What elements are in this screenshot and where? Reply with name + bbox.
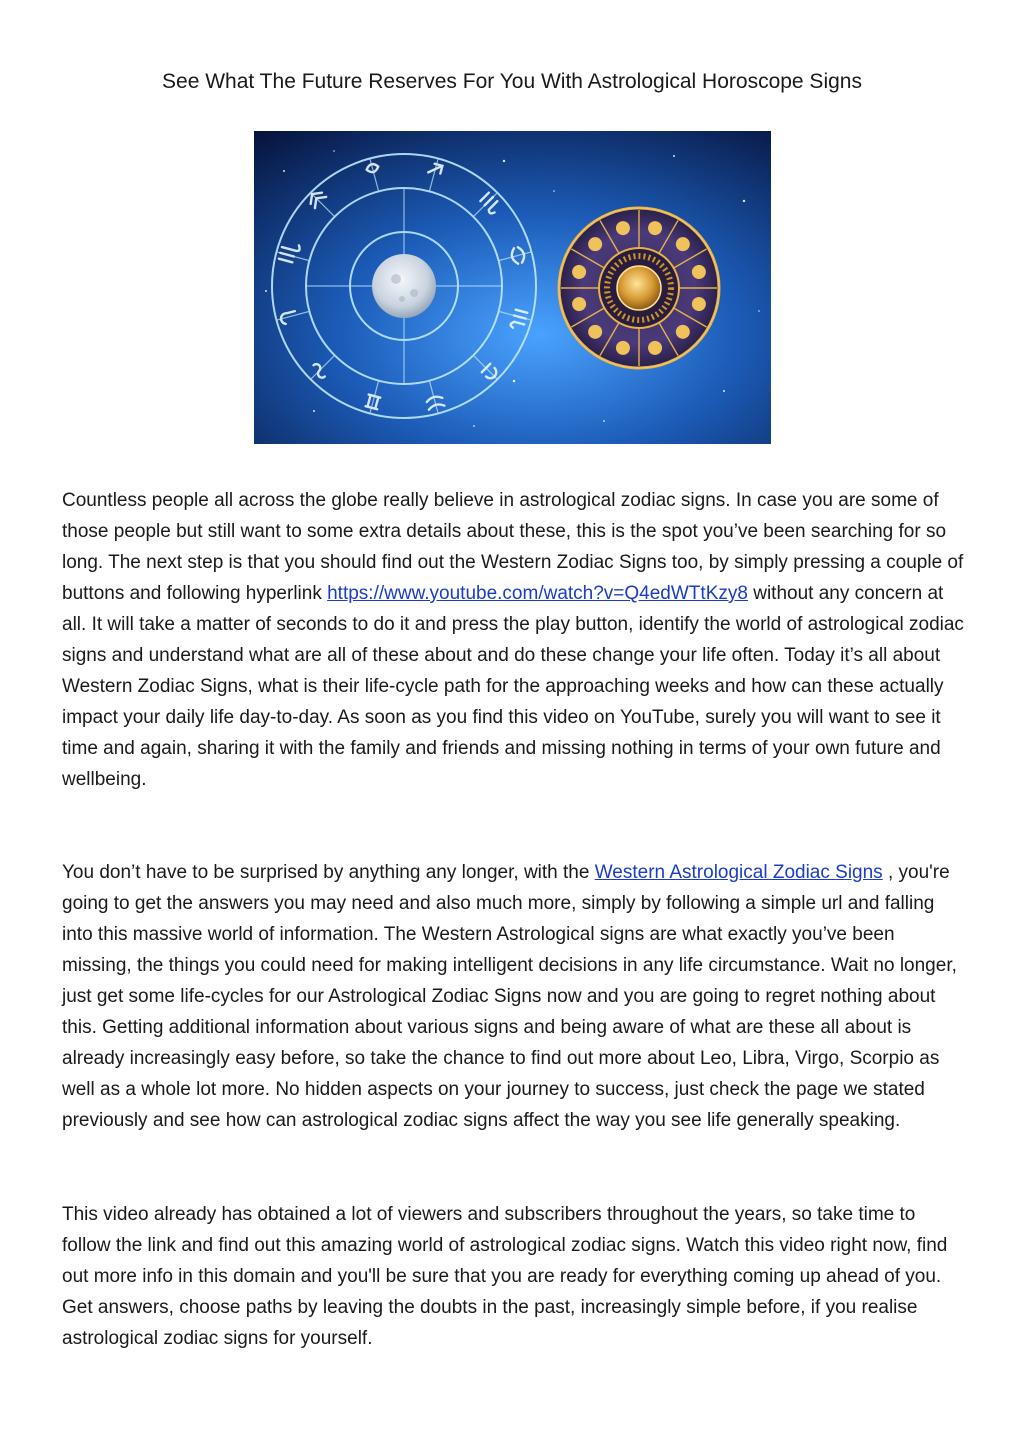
paragraph-2-text-before: You don’t have to be surprised by anything any longer, with the	[62, 862, 595, 883]
page-title: See What The Future Reserves For You With Astrological Horoscope Signs	[162, 70, 862, 93]
paragraph-3: This video already has obtained a lot of viewers and subscribers throughout the years, so take time to follow the link and find out this amazing world of astrological zodiac signs. Watch this video right now, find out more info in this domain and you'll be sure that you are ready for everything coming up ahead of you. Get answers, choose paths by leaving the doubts in the past, increasingly simple before, if you realise astrological zodiac signs for yourself.	[62, 1204, 948, 1349]
paragraph-1-text-after: without any concern at all. It will take a matter of seconds to do it and press the play button, identify the world of astrological zodiac signs and understand what are all of these about and do these change your life often. Today it’s all about Western Zodiac Signs, what is their life-cycle path for the approaching weeks and how can these actually impact your daily life day-to-day. As soon as you find this video on YouTube, surely you will want to see it time and again, sharing it with the family and friends and missing nothing in terms of your own future and wellbeing.	[62, 583, 964, 790]
paragraph-1	[62, 485, 967, 795]
youtube-link[interactable]: https://www.youtube.com/watch?v=Q4edWTtKzy8	[327, 583, 748, 604]
zodiac-wheels-image	[254, 131, 771, 444]
western-zodiac-link[interactable]: Western Astrological Zodiac Signs	[594, 862, 883, 883]
paragraph-2-text-after: , you're going to get the answers you may need and also much more, simply by following a simple url and falling into this massive world of information. The Western Astrological signs are what exactly you’ve been missing, the things you could need for making intelligent decisions in any life circumstance. Wait no longer, just get some life-cycles for our Astrological Zodiac Signs now and you are going to regret nothing about this. Getting additional information about various signs and being aware of what are these all about is already increasingly easy before, so take the chance to find out more about Leo, Libra, Virgo, Scorpio as well as a whole lot more. No hidden aspects on your journey to success, just check the page we stated previously and see how can astrological zodiac signs affect the way you see life generally speaking.	[62, 862, 957, 1131]
paragraph-2	[62, 857, 967, 1136]
paragraph-1-text-before: Countless people all across the globe really believe in astrological zodiac signs. In case you are some of those people but still want to some extra details about these, this is the spot you’ve been searching for so long. The next step is that you should find out the Western Zodiac Signs too, by simply pressing a couple of buttons and following hyperlink	[62, 490, 964, 604]
